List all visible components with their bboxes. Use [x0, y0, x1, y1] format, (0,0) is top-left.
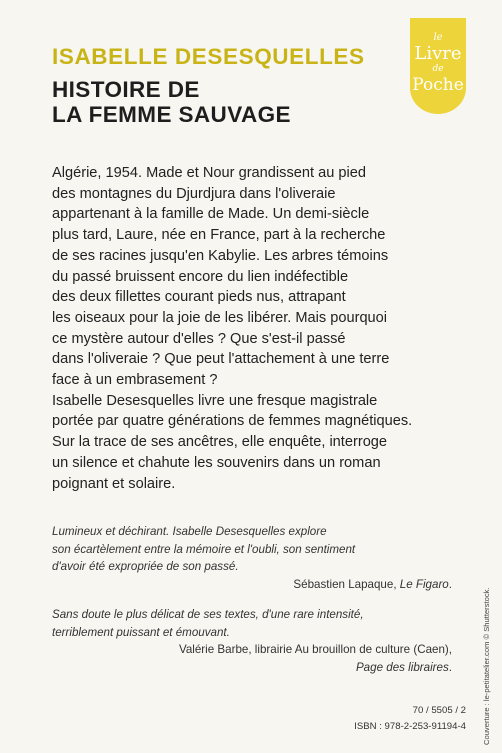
product-code: 70 / 5505 / 2 [412, 705, 466, 716]
synopsis [52, 163, 472, 494]
quote-line: Sans doute le plus délicat de ses textes, d'une rare intensité, [52, 608, 364, 621]
synopsis-line: ce mystère autour d'elles ? Que s'est-il passé [52, 330, 346, 347]
quote-publication-line [52, 659, 452, 677]
quote-line: son écartèlement entre la mémoire et l'oubli, son sentiment [52, 542, 356, 556]
synopsis-line: Algérie, 1954. Made et Nour grandissent au pied [52, 165, 366, 181]
synopsis-line: appartenant à la famille de Made. Un demi-siècle [52, 206, 370, 223]
publisher-logo [410, 18, 466, 114]
synopsis-line: Isabelle Desesquelles livre une fresque magistrale [52, 392, 378, 409]
synopsis-line: du passé bruissent encore du lien indéfectible [52, 268, 349, 285]
synopsis-line: les oiseaux pour la joie de les libérer. Mais pourquoi [52, 309, 388, 326]
author-name: ISABELLE DESESQUELLES [52, 44, 365, 69]
synopsis-line: dans l'oliveraie ? Que peut l'attachement à une terre [52, 351, 390, 368]
quote-publication: Le Figaro [399, 577, 449, 591]
quote-end: . [448, 577, 452, 591]
logo-text-de: de [432, 64, 444, 74]
isbn-number: ISBN : 978-2-253-91194-4 [354, 721, 466, 732]
synopsis-line: des montagnes du Djurdjura dans l'oliveraie [52, 185, 336, 202]
quote-publication: Page des libraires [355, 660, 449, 674]
synopsis-line: de ses racines jusqu'en Kabylie. Les arbres témoins [52, 247, 389, 264]
synopsis-line: des deux fillettes courant pieds nus, attrapant [52, 289, 346, 306]
quote-author: Sébastien Lapaque, [293, 577, 400, 591]
book-title-line: LA FEMME SAUVAGE [52, 102, 291, 127]
book-title [52, 77, 291, 127]
synopsis-line: face à un embrasement ? [52, 372, 218, 389]
press-quote [52, 523, 452, 593]
logo-text-le: le [433, 32, 443, 43]
synopsis-line: Sur la trace de ses ancêtres, elle enquête, interroge [52, 434, 388, 451]
logo-text-poche: Poche [412, 75, 464, 95]
quote-line: d'avoir été expropriée de son passé. [52, 560, 239, 574]
synopsis-line: un silence et chahute les souvenirs dans un roman [52, 454, 381, 471]
quote-line: terriblement puissant et émouvant. [52, 625, 230, 639]
press-quote [52, 606, 452, 676]
synopsis-line: poignant et solaire. [52, 475, 176, 492]
synopsis-line: portée par quatre générations de femmes magnétiques. [52, 413, 413, 430]
synopsis-line: plus tard, Laure, née en France, part à la recherche [52, 227, 386, 244]
quote-end: . [448, 660, 452, 674]
cover-credit: Couverture : le-petitatelier.com © Shutterstock. [482, 587, 491, 745]
logo-text-livre: Livre [414, 43, 462, 64]
quote-attribution [52, 576, 452, 594]
book-title-line: HISTOIRE DE [52, 77, 200, 102]
quote-line: Lumineux et déchirant. Isabelle Desesquelles explore [52, 525, 327, 538]
quote-author: Valérie Barbe, librairie Au brouillon de culture (Caen), [178, 643, 452, 657]
